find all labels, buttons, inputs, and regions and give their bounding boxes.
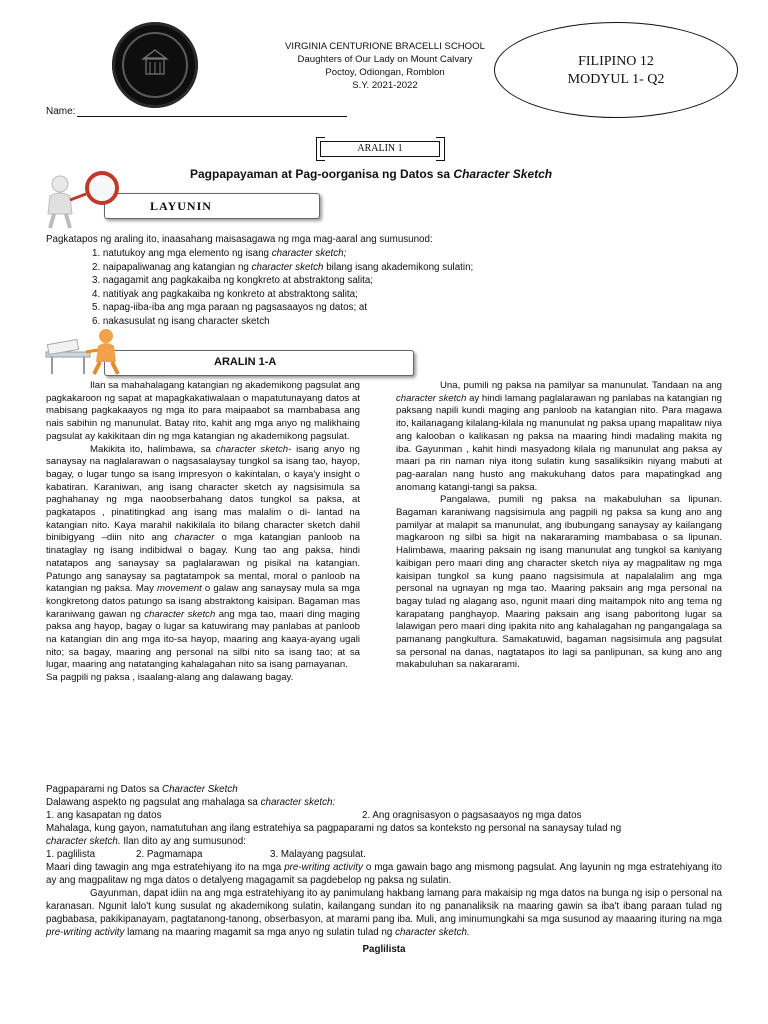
paragraph: character sketch. Ilan dito ay ang sumusunod: <box>46 836 246 847</box>
magnifier-person-icon <box>40 170 150 230</box>
strategy-3: 3. Malayang pagsulat. <box>270 849 366 860</box>
paragraph: Gayunman, dapat idiin na ang mga estratehiyang ito ay panimulang hakbang lamang para makaisip ng mga datos na bunga ng isip o personal na karanasan. Ngunit lalo't kung susulat ng akademikong sulatin, kailangang sundan ito ng pananaliksik na maaring gawin sa iba't ibang paraan tulad ng pagbabasa, pakikipanayam, pagtatanong-tanong, obserbasyon, at marami pang iba. Muli, ang iminumungkahi sa mga susunod ay maaaring ituring na mga pre-writing activity lamang na maaring magamit sa mga anyo ng sulatin tulad ng character sketch. <box>46 888 722 938</box>
footer-heading: Paglilista <box>362 944 406 955</box>
list-item: 6. nakasusulat ng isang character sketch <box>92 315 270 327</box>
list-item: 4. natitiyak ang pagkakaiba ng konkreto at abstraktong salita; <box>92 288 358 300</box>
list-item: 2. naipapaliwanag ang katangian ng character sketch bilang isang akademikong sulatin; <box>92 261 474 273</box>
school-year: S.Y. 2021-2022 <box>352 80 418 91</box>
left-column <box>46 380 360 685</box>
lesson-title <box>190 167 552 181</box>
list-item: 1. natutukoy ang mga elemento ng isang character sketch; <box>92 248 347 259</box>
aralin-label: ARALIN 1 <box>320 141 440 157</box>
paragraph: Pangalawa, pumili ng paksa na makabuluhan sa lipunan. Bagaman karaniwang nagsisimula ang pagpili ng paksa sa kung ano ang pamilyar at malapit sa manunulat, ang ibubungang sanaysay ay kailangang magkaroon ng silbi sa higit na nakararaming mambabasa o sa lipunan. Halimbawa, maaring paksain ng isang manunulat ang tungkol sa kaniyang kaibigan pero maari ding ang character sketch niya ay magpalitaw ng mga kaisipan tungkol sa kung paano nagsisimula at napalalalim ang mga personal na ugnayan ng mga tao. Maaring paksain ang mga personal na bagay tulad ng alagang aso, ngunit maari ding maitampok nito ang tema ng karapatang panghayop. Maaring paksain ang isang paboritong lugar sa lalawigan pero maari ding ipakita nito ang kahalagahan ng pangangalaga sa pamanang pangkultura. Samakatuwid, bagaman nagsisimula ang pagsulat sa personal na danas, nagtatapos ito lagi sa panlipunan, sa kung ano ang makabuluhan sa nakararami. <box>396 494 722 671</box>
name-field[interactable] <box>46 106 347 117</box>
aspects-row <box>46 809 722 822</box>
name-line[interactable] <box>77 106 347 117</box>
strategies-row <box>46 848 722 861</box>
module-label: MODYUL 1- Q2 <box>567 72 665 87</box>
school-header <box>240 40 530 92</box>
title-italic: Character Sketch <box>453 167 553 181</box>
school-name: VIRGINIA CENTURIONE BRACELLI SCHOOL <box>285 41 485 52</box>
congregation: Daughters of Our Lady on Mount Calvary <box>297 54 473 65</box>
school-logo <box>112 22 198 108</box>
list-item: 5. napag-iiba-iba ang mga paraan ng pagsasaayos ng datos; at <box>92 302 368 314</box>
paragraph: Maari ding tawagin ang mga estratehiyang ito na mga pre-writing activity o mga gawain bago ang mismong pagsulat. Ang layunin ng mga estratehiyang ito ay ang magpalitaw ng mga datos o detalyeng magagamit sa pagdebelop ng paksa ng sulatin. <box>46 862 723 886</box>
aspect-2: 2. Ang oragnisasyon o pagsasaayos ng mga datos <box>362 810 582 821</box>
intro-text: Pagkatapos ng araling ito, inaasahang maisasagawa ng mga mag-aaral ang sumusunod: <box>46 234 433 245</box>
data-section <box>46 783 722 956</box>
section-heading: Pagpaparami ng Datos sa Character Sketch <box>46 784 238 795</box>
strategy-1: 1. paglilista <box>46 849 96 860</box>
paragraph: Sa pagpili ng paksa , isaalang-alang ang dalawang bagay. <box>46 672 294 684</box>
school-address: Poctoy, Odiongan, Romblon <box>325 67 445 78</box>
strategy-2: 2. Pagmamapa <box>136 849 203 860</box>
student-desk-icon <box>40 322 140 378</box>
list-item: 3. nagagamit ang pagkakaiba ng kongkreto at abstraktong salita; <box>92 275 374 287</box>
module-oval <box>494 22 738 118</box>
objectives-list <box>92 247 473 329</box>
layunin-label: LAYUNIN <box>150 199 212 213</box>
subject-label: FILIPINO 12 <box>578 54 654 69</box>
aralin1a-label: ARALIN 1-A <box>214 356 277 368</box>
aspects-intro: Dalawang aspekto ng pagsulat ang mahalaga sa character sketch: <box>46 797 336 808</box>
name-label: Name: <box>46 106 76 117</box>
aspect-1: 1. ang kasapatan ng datos <box>46 810 162 821</box>
right-column <box>396 380 722 672</box>
building-icon <box>112 22 198 108</box>
paragraph: Mahalaga, kung gayon, namatutuhan ang ilang estratehiya sa pagpaparami ng datos sa konteksto ng personal na sanaysay tulad ng <box>46 823 622 834</box>
paragraph: Makikita ito, halimbawa, sa character sketch- isang anyo ng sanaysay na naglalarawan o nagsasalaysay tungkol sa isang tao, hayop, bagay, o lugar tungo sa isang impresyon o kakintalan, o kaya'y insight o kabatiran. Karaniwan, ang isang character sketch ay nagsisimula sa paghahanay ng mga naoobserbahang datos tungkol sa paksa, at pagkatapos , pinatitingkad ang isang mas malalim o di- lantad na katangian nito. Kaya marahil nakikilala ito bilang character sketch dahil binibigyang –diin nito ang character o mga katangian panloob na tinataglay ng isang indibidwal o bagay. Kung tao ang paksa, hindi natatapos ang sanaysay sa paglalarawan ng pisikal na katangian. Patungo ang sanaysay sa pagtatampok sa mental, moral o panloob na katangian ng paksa. May movement o galaw ang sanaysay mula sa mga kongkretong datos patungo sa isang abstraktong kaisipan. Bagaman mas karaniwang gawan ng character sketch ang mga tao, maari ding maging paksa ang hayop, bagay o lugar sa katuwirang may panlabas at panloob na katangian din ang mga ito-sa hayop, maaring ang kaaya-ayang ugali nito; sa bagay, maaring ang personal na silbi nito sa isang tao; at sa lugar, maaring ang natatanging kahalagahan nito sa isang pamayanan. <box>46 443 361 671</box>
paragraph: Una, pumili ng paksa na pamilyar sa manunulat. Tandaan na ang character sketch ay hindi lamang paglalarawan ng panlabas na katangian ng paksang napili kundi maging ang panloob na katangian nito. Para magawa ito, kailanagang kilalang-kilala ng manunulat ng paksa upang mapalitaw niya ang kalooban o kalikasan ng paksa na maaring hindi madaling makita ng iba. Gayunman , kahit hindi masyadong kilala ng manunulat ang paksa ay maari pa rin naman niya itong sulatin kung sasaliksikin niyang mabuti at pag-aaralan nang husto ang makukuhang datos para mapatingkad ang anomang katangi-tangi sa paksa. <box>396 380 722 493</box>
paragraph: Ilan sa mahahalagang katangian ng akademikong pagsulat ang pagkakaroon ng sapat at mapagkakatiwalaan o mapatutunayang datos at mabisang pagkakaayos ng mga ito para maipaabot sa mambabasa ang nais sabihin ng manunulat. Batay rito, kahit ang mga anyo ng malikhaing pagsulat ay kakikitaan din ng mga katangian ng akademikong pagsulat. <box>46 380 360 442</box>
title-main: Pagpapayaman at Pag-oorganisa ng Datos sa <box>190 167 454 181</box>
